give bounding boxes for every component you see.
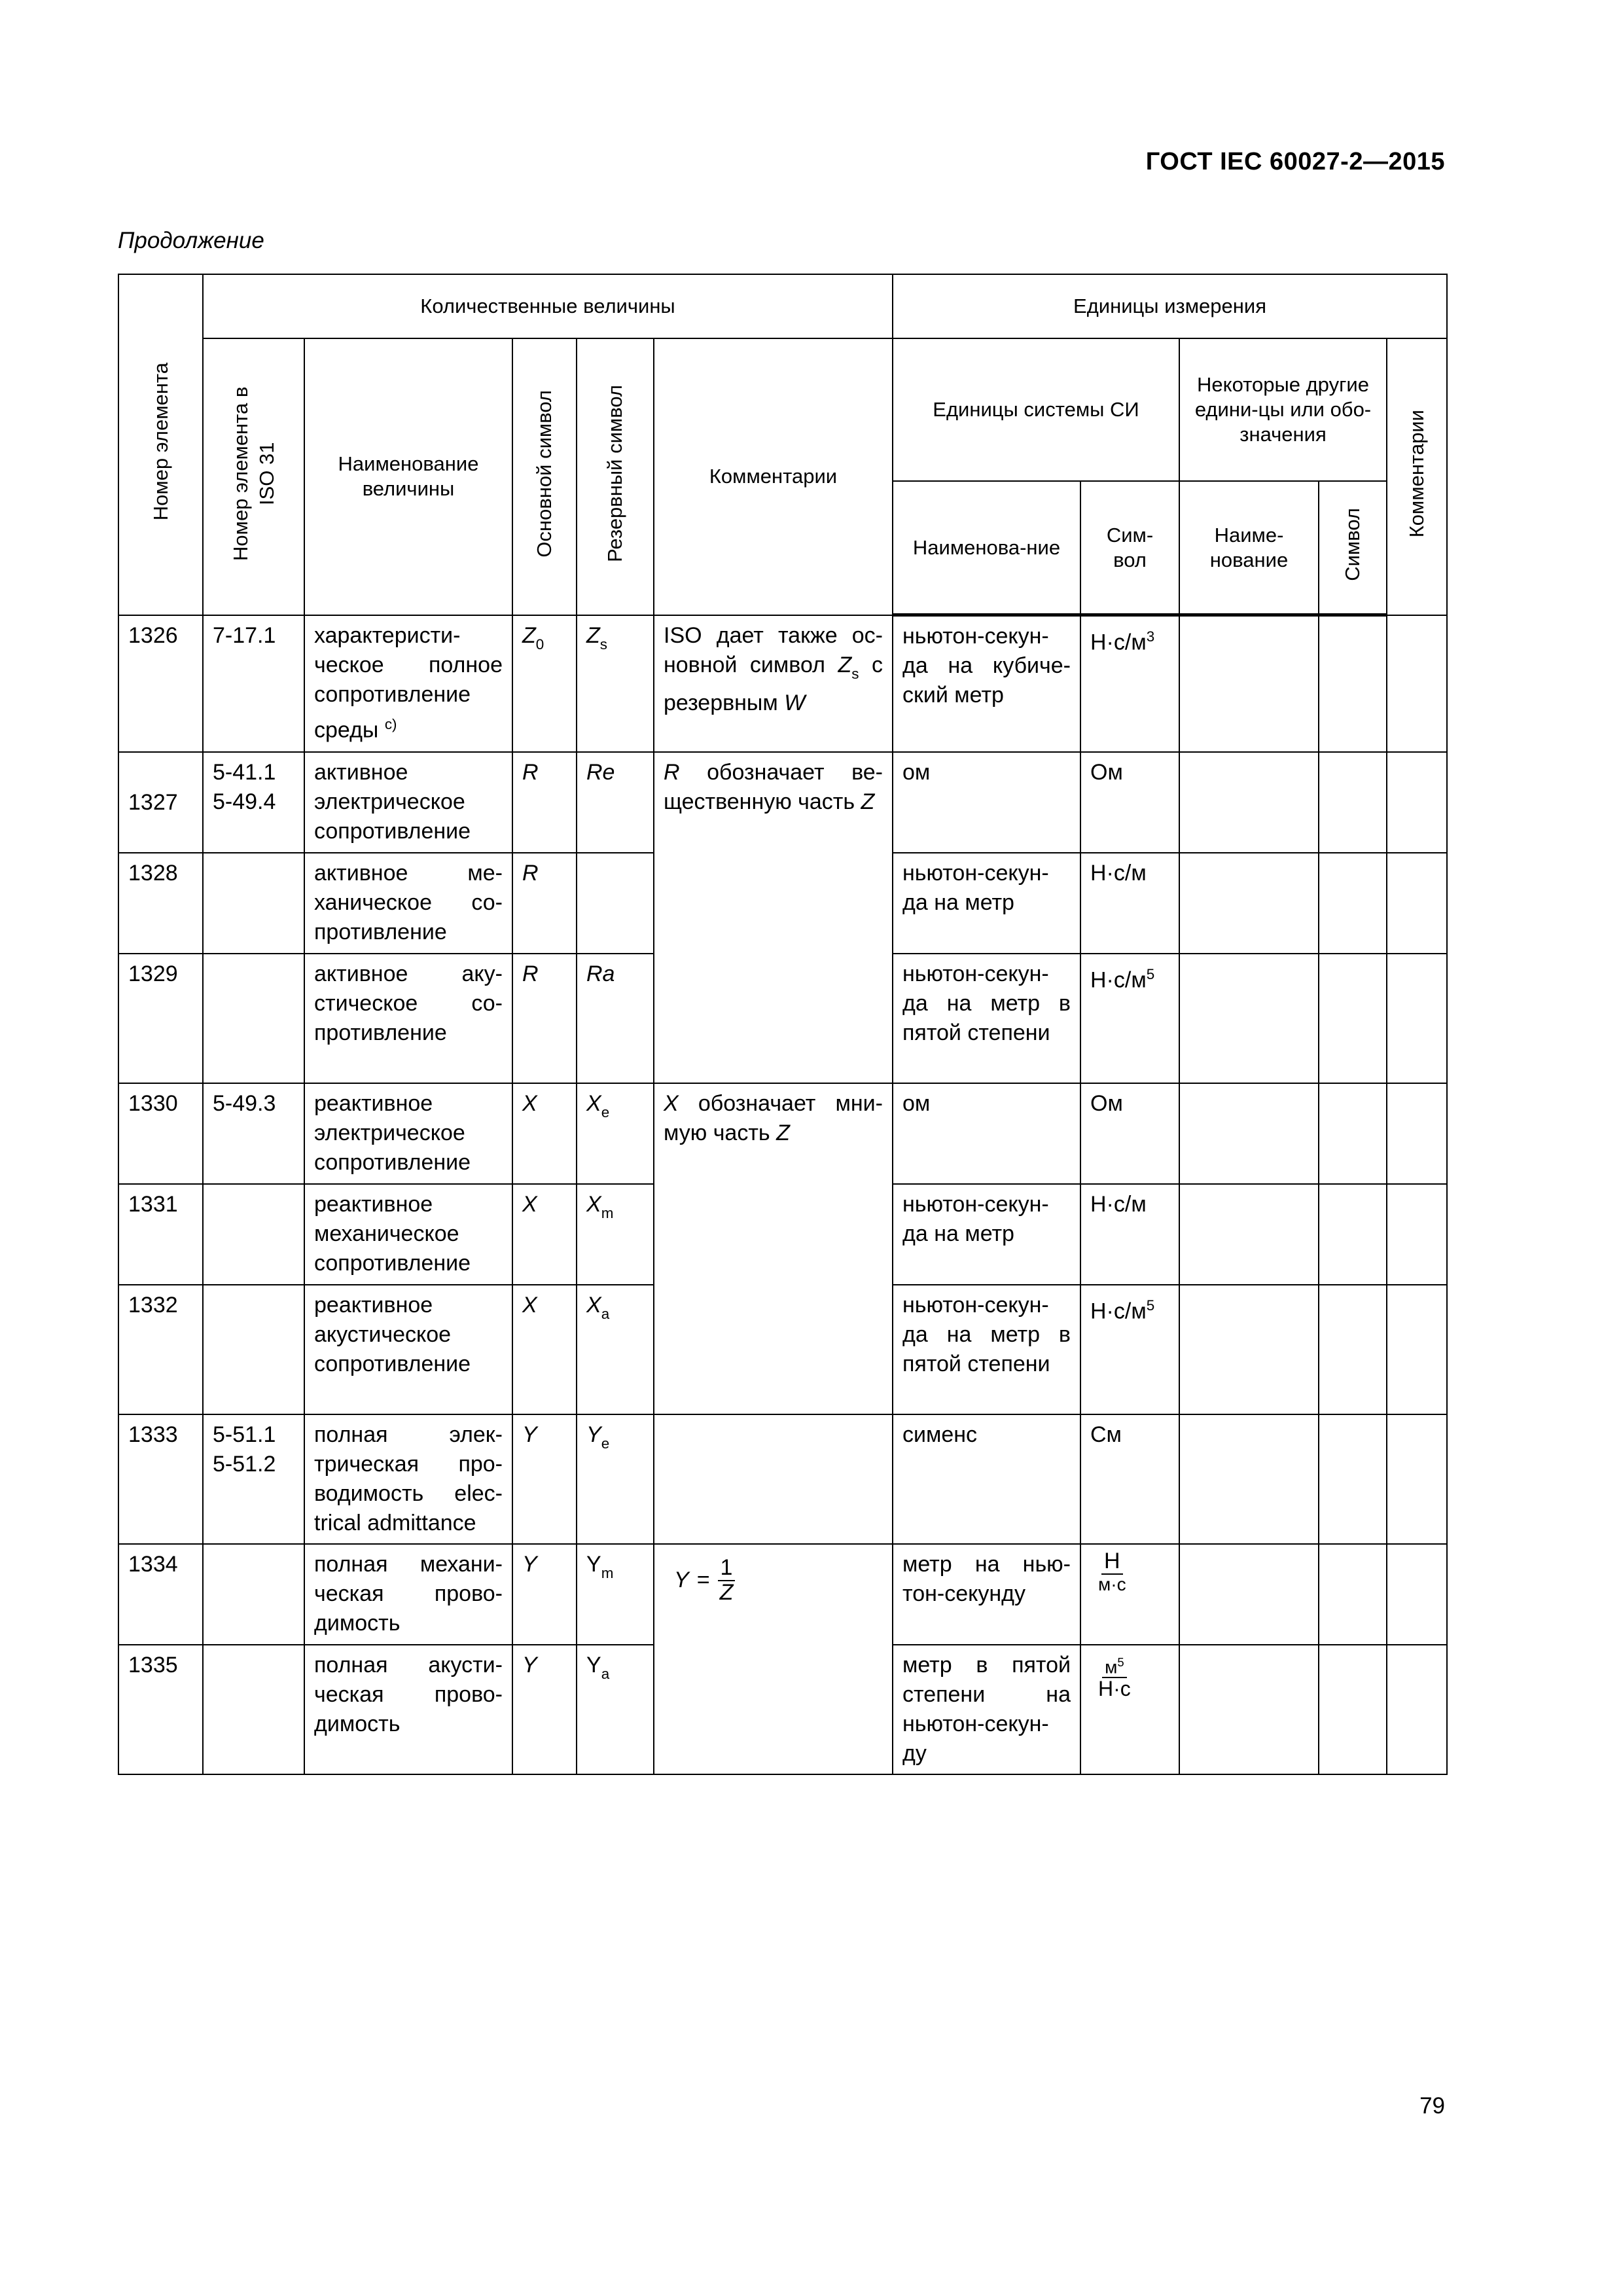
unit-comment <box>1387 1083 1447 1184</box>
unit-comment <box>1387 752 1447 853</box>
header-quantities-group: Количественные величины <box>203 274 893 338</box>
other-unit-name <box>1179 1645 1319 1774</box>
reserve-symbol: $X_m$ <box>577 1184 654 1285</box>
item-number: 1334 <box>118 1544 203 1645</box>
other-unit-symbol <box>1319 1083 1387 1184</box>
quantity-name: реактивное электрическое сопротивление <box>304 1083 512 1184</box>
table-row <box>118 1083 1447 1184</box>
admittance-formula: Y = $\frac{1}{Z}$ <box>674 1556 735 1604</box>
header-item-number: Номер элемента <box>118 274 203 615</box>
si-unit-name: ньютон-секун-да на метр в пятой степени <box>893 1285 1080 1414</box>
other-unit-symbol <box>1319 853 1387 954</box>
si-unit-name: ньютон-секун-да на метр <box>893 1184 1080 1285</box>
standard-code: ГОСТ IEC 60027-2—2015 <box>1145 148 1445 175</box>
iso-number <box>203 1184 304 1285</box>
main-symbol: X <box>512 1285 577 1414</box>
item-number: 1326 <box>118 615 203 753</box>
header-other-units: Некоторые другие едини-цы или обо-значения <box>1179 338 1387 481</box>
other-unit-name <box>1179 752 1319 853</box>
item-number: 1335 <box>118 1645 203 1774</box>
quantity-name: реактивное акустическое сопротивление <box>304 1285 512 1414</box>
quantity-name: полная элек-трическая про-водимость elec-trical admittance <box>304 1414 512 1544</box>
header-units-group: Единицы измерения <box>893 274 1447 338</box>
unit-comment <box>1387 1544 1447 1645</box>
other-unit-name <box>1179 1083 1319 1184</box>
reserve-symbol: $Z_s$ <box>577 615 654 753</box>
comment: X обозначает мни-мую часть Z <box>654 1083 893 1414</box>
main-symbol: Y <box>512 1544 577 1645</box>
iso-number: 5-41.1 5-49.4 <box>203 752 304 853</box>
unit-comment <box>1387 615 1447 753</box>
main-symbol: R <box>512 752 577 853</box>
header-si-name: Наименова-ние <box>893 481 1080 615</box>
main-symbol: Y <box>512 1645 577 1774</box>
reserve-symbol: $Y_a$ <box>577 1645 654 1774</box>
item-number: 1328 <box>118 853 203 954</box>
reserve-symbol <box>577 853 654 954</box>
unit-comment <box>1387 1285 1447 1414</box>
header-si-units: Единицы системы СИ <box>893 338 1179 481</box>
si-unit-symbol: Н·с/м <box>1080 853 1179 954</box>
iso-number <box>203 1285 304 1414</box>
page-number: 79 <box>1419 2093 1445 2119</box>
iso-number: 5-51.1 5-51.2 <box>203 1414 304 1544</box>
other-unit-symbol <box>1319 1414 1387 1544</box>
reserve-symbol: $Y_m$ <box>577 1544 654 1645</box>
other-unit-symbol <box>1319 615 1387 753</box>
si-unit-name: ом <box>893 752 1080 853</box>
header-reserve-symbol: Резервный символ <box>577 338 654 615</box>
item-number: 1331 <box>118 1184 203 1285</box>
quantity-name: характеристи-ческое полное сопротивление среды $^{c)}$ <box>304 615 512 753</box>
header-units-comments: Комментарии <box>1387 338 1447 615</box>
si-unit-symbol: $\frac{Н}{м\cdot с}$ <box>1080 1544 1179 1645</box>
item-number: 1327 <box>118 752 203 853</box>
header-main-symbol: Основной символ <box>512 338 577 615</box>
reserve-symbol: $X_e$ <box>577 1083 654 1184</box>
table-row <box>118 752 1447 853</box>
header-comments: Комментарии <box>654 338 893 615</box>
si-unit-name: сименс <box>893 1414 1080 1544</box>
si-unit-symbol: Ом <box>1080 752 1179 853</box>
comment: R обозначает ве-щественную часть Z <box>654 752 893 1083</box>
si-unit-name: ньютон-секун-да на кубиче-ский метр <box>893 615 1080 753</box>
header-other-symbol: Символ <box>1319 481 1387 615</box>
main-symbol: $Z_0$ <box>512 615 577 753</box>
quantity-name: активное электрическое сопротивление <box>304 752 512 853</box>
reserve-symbol: Re <box>577 752 654 853</box>
header-quantity-name: Наименование величины <box>304 338 512 615</box>
main-symbol: R <box>512 853 577 954</box>
comment <box>654 1414 893 1544</box>
si-unit-symbol: Ом <box>1080 1083 1179 1184</box>
si-unit-symbol: См <box>1080 1414 1179 1544</box>
item-number: 1332 <box>118 1285 203 1414</box>
item-number: 1333 <box>118 1414 203 1544</box>
iso-number: 5-49.3 <box>203 1083 304 1184</box>
header-si-symbol: Сим-вол <box>1080 481 1179 615</box>
other-unit-symbol <box>1319 752 1387 853</box>
unit-comment <box>1387 954 1447 1083</box>
si-unit-name: ньютон-секун-да на метр <box>893 853 1080 954</box>
table-row <box>118 1414 1447 1544</box>
iso-number: 7-17.1 <box>203 615 304 753</box>
comment: ISO дает также ос-новной символ $Z_s$ с резервным W <box>654 615 893 753</box>
header-other-name: Наиме-нование <box>1179 481 1319 615</box>
si-unit-symbol: $Н\cdot с/м^3$ <box>1080 615 1179 753</box>
reserve-symbol: $X_a$ <box>577 1285 654 1414</box>
si-unit-symbol: $\frac{м^5}{Н\cdot с}$ <box>1080 1645 1179 1774</box>
item-number: 1330 <box>118 1083 203 1184</box>
unit-comment <box>1387 1184 1447 1285</box>
other-unit-name <box>1179 1285 1319 1414</box>
other-unit-symbol <box>1319 1544 1387 1645</box>
main-symbol: Y <box>512 1414 577 1544</box>
quantity-name: полная акусти-ческая прово-димость <box>304 1645 512 1774</box>
iso-number <box>203 1544 304 1645</box>
iso-number <box>203 1645 304 1774</box>
continuation-label: Продолжение <box>118 228 264 253</box>
other-unit-symbol <box>1319 1285 1387 1414</box>
si-unit-symbol: $Н\cdot с/м^5$ <box>1080 1285 1179 1414</box>
si-unit-symbol: Н·с/м <box>1080 1184 1179 1285</box>
other-unit-name <box>1179 1414 1319 1544</box>
header-iso-number: Номер элемента в ISO 31 <box>203 338 304 615</box>
si-unit-name: метр на нью-тон-секунду <box>893 1544 1080 1645</box>
iso-number <box>203 954 304 1083</box>
comment <box>654 1544 893 1774</box>
main-symbol: X <box>512 1184 577 1285</box>
quantity-name: реактивное механическое сопротивление <box>304 1184 512 1285</box>
other-unit-name <box>1179 615 1319 753</box>
other-unit-name <box>1179 1184 1319 1285</box>
item-number: 1329 <box>118 954 203 1083</box>
si-unit-symbol: $Н\cdot с/м^5$ <box>1080 954 1179 1083</box>
iso-number <box>203 853 304 954</box>
unit-comment <box>1387 1414 1447 1544</box>
reserve-symbol: Ra <box>577 954 654 1083</box>
other-unit-name <box>1179 954 1319 1083</box>
quantity-name: активное аку-стическое со-противление <box>304 954 512 1083</box>
main-symbol: R <box>512 954 577 1083</box>
other-unit-name <box>1179 853 1319 954</box>
quantity-name: полная механи-ческая прово-димость <box>304 1544 512 1645</box>
quantity-name: активное ме-ханическое со-противление <box>304 853 512 954</box>
si-unit-name: метр в пятой степени на ньютон-секун-ду <box>893 1645 1080 1774</box>
unit-comment <box>1387 1645 1447 1774</box>
other-unit-symbol <box>1319 1645 1387 1774</box>
unit-comment <box>1387 853 1447 954</box>
si-unit-name: ньютон-секун-да на метр в пятой степени <box>893 954 1080 1083</box>
table-row <box>118 615 1447 753</box>
other-unit-symbol <box>1319 954 1387 1083</box>
other-unit-name <box>1179 1544 1319 1645</box>
main-symbol: X <box>512 1083 577 1184</box>
reserve-symbol: $Y_e$ <box>577 1414 654 1544</box>
other-unit-symbol <box>1319 1184 1387 1285</box>
si-unit-name: ом <box>893 1083 1080 1184</box>
table-row <box>118 1544 1447 1645</box>
units-table <box>118 274 1448 1775</box>
